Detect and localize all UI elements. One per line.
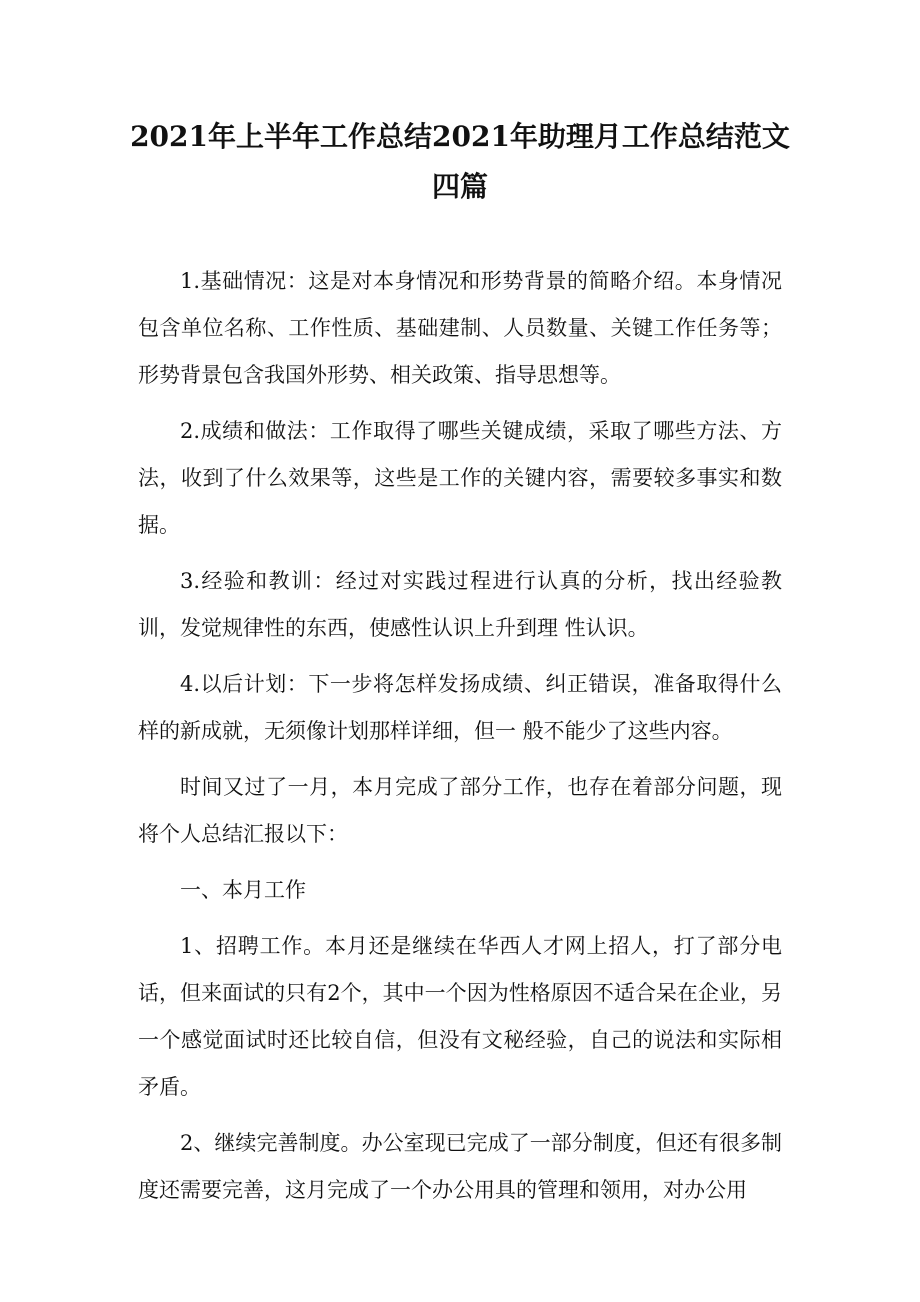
section-heading-this-month: 一、本月工作 bbox=[180, 878, 306, 902]
paragraph-intro: 时间又过了一月，本月完成了部分工作，也存在着部分问题，现将个人总结汇报以下： bbox=[138, 775, 782, 846]
document-title: 2021年上半年工作总结2021年助理月工作总结范文四篇 bbox=[130, 120, 790, 203]
paragraph-rules: 2、继续完善制度。办公室现已完成了一部分制度，但还有很多制度还需要完善，这月完成了一个办公用具的管理和领用，对办公用 bbox=[138, 1131, 782, 1202]
paragraph-achievements: 2.成绩和做法：工作取得了哪些关键成绩，采取了哪些方法、方法，收到了什么效果等，这些是工作的关键内容，需要较多事实和数据。 bbox=[138, 419, 782, 537]
paragraph-future-plan: 4.以后计划：下一步将怎样发扬成绩、纠正错误，准备取得什么样的新成就，无须像计划那样详细，但一 般不能少了这些内容。 bbox=[138, 672, 782, 743]
paragraph-basic-situation: 1.基础情况：这是对本身情况和形势背景的简略介绍。本身情况包含单位名称、工作性质、基础建制、人员数量、关键工作任务等；形势背景包含我国外形势、相关政策、指导思想等。 bbox=[138, 269, 782, 387]
paragraph-recruitment: 1、招聘工作。本月还是继续在华西人才网上招人，打了部分电话，但来面试的只有2个，其中一个因为性格原因不适合呆在企业，另一个感觉面试时还比较自信，但没有文秘经验，自己的说法和实际相矛盾。 bbox=[138, 934, 782, 1099]
document-body bbox=[138, 258, 782, 1223]
paragraph-lessons: 3.经验和教训：经过对实践过程进行认真的分析，找出经验教训，发觉规律性的东西，使感性认识上升到理 性认识。 bbox=[138, 569, 782, 640]
